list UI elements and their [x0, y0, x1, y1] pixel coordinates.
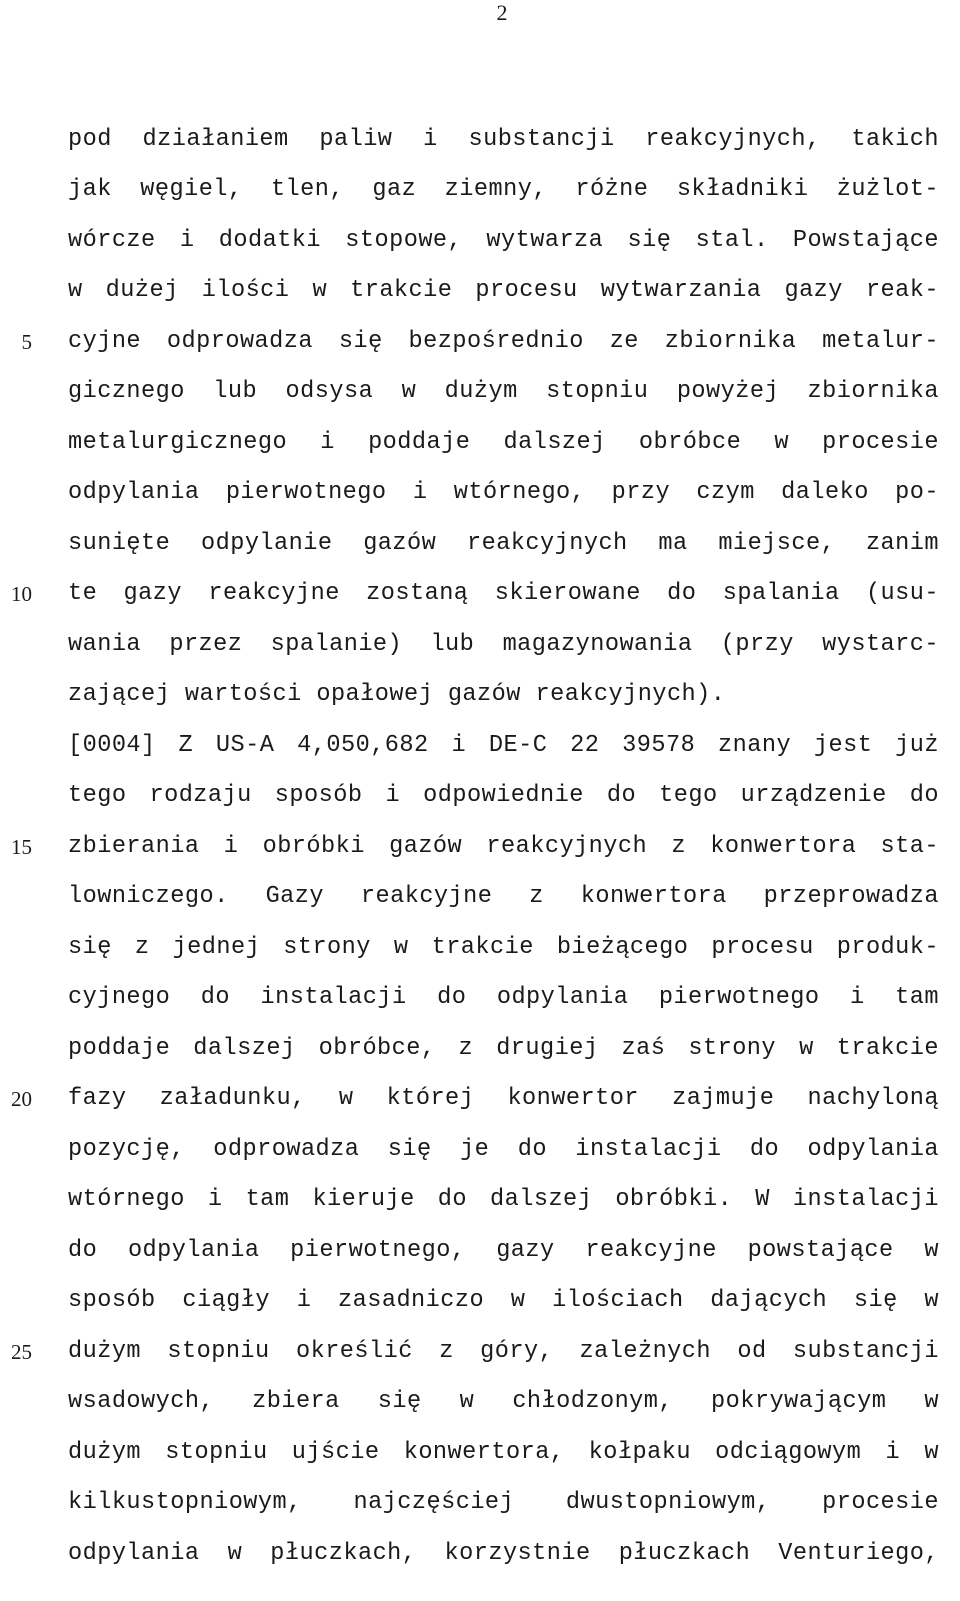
text-line: wania przez spalanie) lub magazynowania (przy wystarc-: [68, 631, 939, 658]
text-line: tego rodzaju sposób i odpowiednie do tego urządzenie do: [68, 782, 939, 809]
text-line: te gazy reakcyjne zostaną skierowane do spalania (usu-: [68, 580, 939, 607]
text-line: gicznego lub odsysa w dużym stopniu powyżej zbiornika: [68, 378, 939, 405]
text-line: pozycję, odprowadza się je do instalacji do odpylania: [68, 1136, 939, 1163]
line-number: 5: [21, 330, 32, 354]
line-number: 25: [11, 1340, 32, 1364]
text-line: wsadowych, zbiera się w chłodzonym, pokrywającym w: [68, 1388, 939, 1415]
text-line: zbierania i obróbki gazów reakcyjnych z konwertora sta-: [68, 833, 939, 860]
text-line: sposób ciągły i zasadniczo w ilościach dających się w: [68, 1287, 939, 1314]
text-line: odpylania pierwotnego i wtórnego, przy czym daleko po-: [68, 479, 939, 506]
text-line: wtórnego i tam kieruje do dalszej obróbki. W instalacji: [68, 1186, 939, 1213]
text-line: fazy załadunku, w której konwertor zajmuje nachyloną: [68, 1085, 939, 1112]
text-line: lowniczego. Gazy reakcyjne z konwertora przeprowadza: [68, 883, 939, 910]
text-line: dużym stopniu ujście konwertora, kołpaku odciągowym i w: [68, 1439, 939, 1466]
text-line: cyjne odprowadza się bezpośrednio ze zbiornika metalur-: [68, 328, 939, 355]
text-line: w dużej ilości w trakcie procesu wytwarzania gazy reak-: [68, 277, 939, 304]
line-number: 20: [11, 1087, 32, 1111]
text-line: wórcze i dodatki stopowe, wytwarza się stal. Powstające: [68, 227, 939, 254]
page-number: 2: [496, 0, 508, 25]
text-line: się z jednej strony w trakcie bieżącego procesu produk-: [68, 934, 939, 961]
line-number: 10: [11, 582, 32, 606]
text-line: cyjnego do instalacji do odpylania pierwotnego i tam: [68, 984, 939, 1011]
text-line: pod działaniem paliw i substancji reakcyjnych, takich: [68, 126, 939, 153]
text-line: odpylania w płuczkach, korzystnie płuczkach Venturiego,: [68, 1540, 939, 1567]
text-line: poddaje dalszej obróbce, z drugiej zaś strony w trakcie: [68, 1035, 939, 1062]
text-line: dużym stopniu określić z góry, zależnych od substancji: [68, 1338, 939, 1365]
text-line: do odpylania pierwotnego, gazy reakcyjne powstające w: [68, 1237, 939, 1264]
text-line: kilkustopniowym, najczęściej dwustopniowym, procesie: [68, 1489, 939, 1516]
text-line: zającej wartości opałowej gazów reakcyjnych).: [68, 681, 726, 708]
line-number: 15: [11, 835, 32, 859]
text-line: jak węgiel, tlen, gaz ziemny, różne składniki żużlot-: [68, 176, 939, 203]
text-line: [0004] Z US-A 4,050,682 i DE-C 22 39578 znany jest już: [68, 732, 939, 759]
text-line: metalurgicznego i poddaje dalszej obróbce w procesie: [68, 429, 939, 456]
text-line: sunięte odpylanie gazów reakcyjnych ma miejsce, zanim: [68, 530, 939, 557]
